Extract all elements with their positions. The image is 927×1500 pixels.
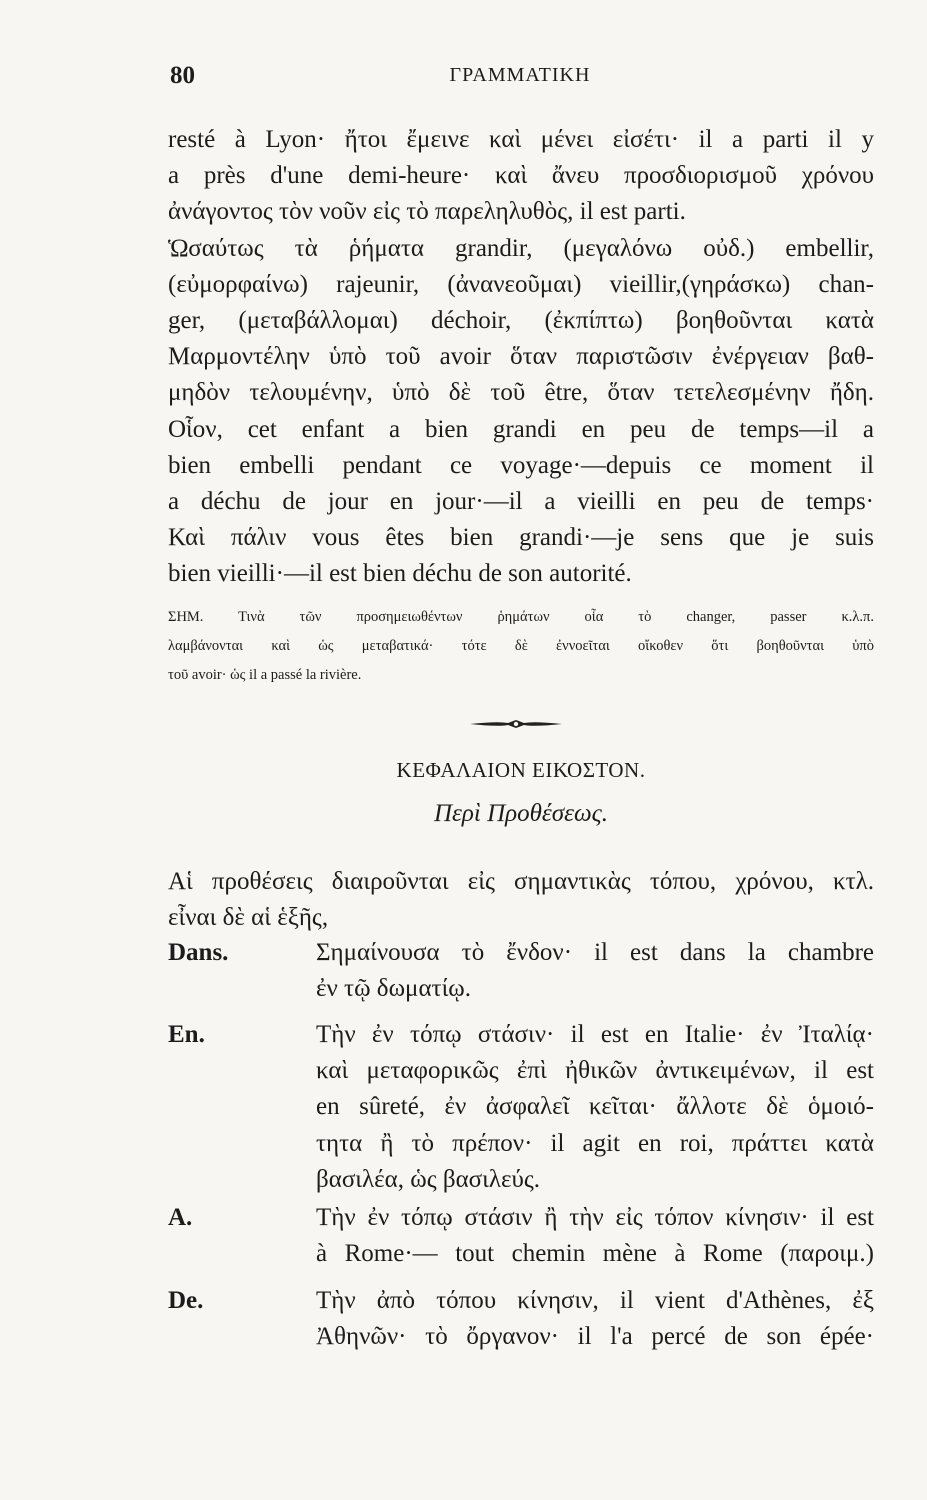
note-line: ΣΗΜ. Τινὰ τῶν προσημειωθέντων ῥημάτων οἷα τὸ changer, passer κ.λ.π. bbox=[168, 609, 874, 625]
text-line: a déchu de jour en jour·—il a vieilli en peu de temps· bbox=[168, 487, 874, 515]
text-line: Μαρμοντέλην ὑπὸ τοῦ avoir ὅταν παριστῶσιν ἐνέργειαν βαθ- bbox=[168, 343, 874, 371]
text-line: Ἀθηνῶν· τὸ ὄργανον· il l'a percé de son épée· bbox=[316, 1323, 874, 1351]
text-line: Ὡσαύτως τὰ ῥήματα grandir, (μεγαλόνω οὐδ.) embellir, bbox=[168, 234, 874, 262]
text-line: ἀνάγοντος τὸν νοῦν εἰς τὸ παρεληλυθὸς, il est parti. bbox=[168, 198, 686, 226]
text-line: (εὐμορφαίνω) rajeunir, (ἀνανεοῦμαι) vieillir,(γηράσκω) chan- bbox=[168, 270, 874, 298]
chapter-subtitle: Περὶ Προθέσεως. bbox=[433, 800, 608, 827]
note-line: λαμβάνονται καὶ ὡς μεταβατικά· τότε δὲ ἐννοεῖται οἴκοθεν ὅτι βοηθοῦνται ὑπὸ bbox=[168, 638, 874, 654]
text-line: Τὴν ἀπὸ τόπου κίνησιν, il vient d'Athènes, ἐξ bbox=[316, 1287, 874, 1314]
ornament-divider-icon bbox=[468, 718, 564, 730]
entry-definition bbox=[316, 1283, 874, 1355]
text-line: βασιλέα, ὡς βασιλεύς. bbox=[316, 1165, 541, 1193]
text-line: à Rome·— tout chemin mène à Rome (παροιμ.) bbox=[316, 1240, 874, 1268]
entry-term: Dans. bbox=[168, 939, 229, 966]
text-line: Καὶ πάλιν vous êtes bien grandi·—je sens que je suis bbox=[168, 524, 874, 552]
note-line: τοῦ avoir· ὡς il a passé la rivière. bbox=[168, 667, 362, 683]
text-line: καὶ μεταφορικῶς ἐπὶ ἠθικῶν ἀντικειμένων, il est bbox=[316, 1057, 874, 1085]
entry-definition bbox=[316, 935, 874, 1007]
text-line: Τὴν ἐν τόπῳ στάσιν ἢ τὴν εἰς τόπον κίνησιν· il est bbox=[316, 1204, 874, 1231]
text-line: Αἱ προθέσεις διαιροῦνται εἰς σημαντικὰς τόπου, χρόνου, κτλ. bbox=[168, 868, 874, 895]
entry-definition bbox=[316, 1017, 874, 1198]
text-line: εἶναι δὲ αἱ ἑξῆς, bbox=[168, 904, 329, 932]
text-line: resté à Lyon· ἤτοι ἔμεινε καὶ μένει εἰσέτι· il a parti il y bbox=[168, 126, 874, 153]
page-number: 80 bbox=[170, 62, 195, 89]
text-line: Σημαίνουσα τὸ ἔνδον· il est dans la chambre bbox=[316, 939, 874, 966]
page-header bbox=[170, 62, 870, 96]
entry-term: De. bbox=[168, 1287, 204, 1314]
entry-term: A. bbox=[168, 1204, 193, 1231]
text-line: a près d'une demi-heure· καὶ ἄνευ προσδιορισμοῦ χρόνου bbox=[168, 162, 874, 190]
text-line: τητα ἢ τὸ πρέπον· il agit en roi, πράττει κατὰ bbox=[316, 1129, 874, 1157]
text-line: ger, (μεταβάλλομαι) déchoir, (ἐκπίπτω) βοηθοῦνται κατὰ bbox=[168, 306, 874, 334]
text-line: Οἷον, cet enfant a bien grandi en peu de temps—il a bbox=[168, 415, 874, 443]
chapter-heading: ΚΕΦΑΛΑΙΟΝ ΕΙΚΟΣΤΟΝ. bbox=[396, 758, 646, 782]
text-line: en sûreté, ἐν ἀσφαλεῖ κεῖται· ἄλλοτε δὲ ὁμοιό- bbox=[316, 1093, 874, 1121]
text-line: bien vieilli·—il est bien déchu de son autorité. bbox=[168, 560, 632, 588]
running-title: ΓΡΑΜΜΑΤΙΚΗ bbox=[449, 64, 591, 86]
footnote-remark bbox=[168, 603, 874, 690]
text-line: bien embelli pendant ce voyage·—depuis ce moment il bbox=[168, 451, 874, 479]
text-line: μηδὸν τελουμένην, ὑπὸ δὲ τοῦ être, ὅταν τετελεσμένην ἤδη. bbox=[168, 379, 874, 407]
text-line: ἐν τῷ δωματίῳ. bbox=[316, 975, 472, 1003]
text-line: Τὴν ἐν τόπῳ στάσιν· il est en Italie· ἐν Ἰταλίᾳ· bbox=[316, 1021, 874, 1048]
chapter-intro bbox=[168, 864, 874, 936]
body-paragraph bbox=[168, 122, 874, 592]
entry-term: En. bbox=[168, 1021, 205, 1048]
entry-definition bbox=[316, 1200, 874, 1272]
